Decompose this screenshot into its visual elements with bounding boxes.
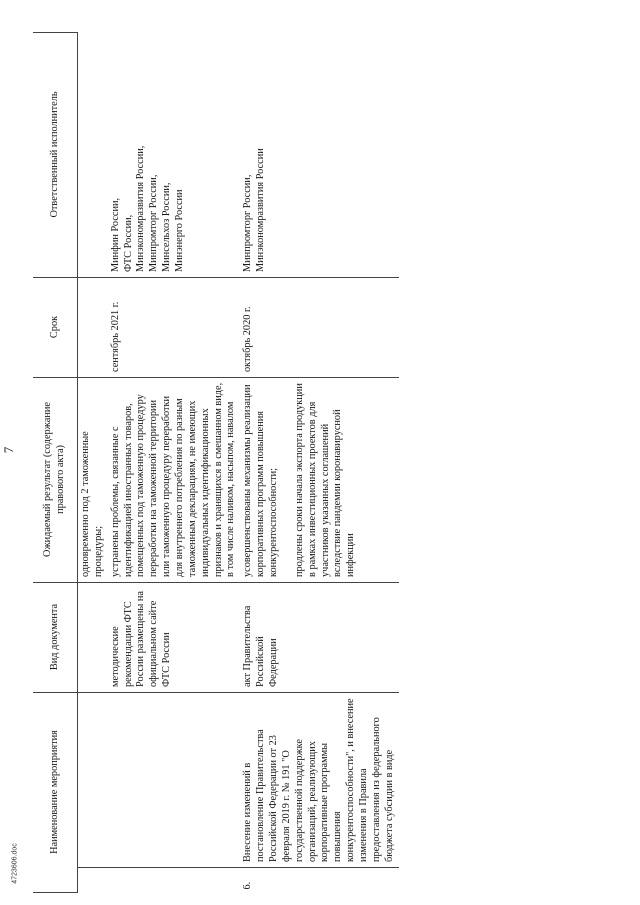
responsible-item: Минфин России, [109, 197, 121, 272]
header-term: Срок [33, 277, 78, 377]
cont2-doc-type: методические рекомендации ФТС России размещены на официальном сайте ФТС России [108, 582, 241, 692]
header-result: Ожидаемый результат (содержание правового акта) [33, 377, 78, 582]
cont2-responsible [108, 32, 241, 277]
row6-result-1: усовершенствованы механизмы реализации корпоративных программ повышения конкурентоспособности; [242, 384, 280, 577]
row6-number: 6. [242, 881, 254, 890]
measures-table [33, 32, 399, 893]
header-name: Наименование мероприятия [33, 692, 78, 892]
cont2-result: устранены проблемы, связанные с идентификацией иностранных товаров, помещенных под таможенную процедуру переработки на таможенной территории или таможенную процедуру переработки для внутреннего потребления по разным таможенным декларациям, не имеющих индивидуальных идентификационных признаков и хранящихся в смешанном виде, в том числе наливом, насыпом, навалом [108, 377, 241, 582]
row6-doc-type: акт Правительства Российской Федерации [240, 582, 398, 692]
cont2-term: сентябрь 2021 г. [108, 277, 241, 377]
row6-result [240, 377, 398, 582]
row6-term: октябрь 2020 г. [240, 277, 398, 377]
responsible-item: Минэнерго России [174, 189, 186, 272]
responsible-item: Минпромторг России, [148, 174, 160, 272]
responsible-item: Минсельхоз России, [161, 182, 173, 272]
row6-responsible [240, 32, 398, 277]
row6-result-2: продлены сроки начала экспорта продукции в рамках инвестиционных проектов для участников указанных соглашений вследствие пандемии коронавирусной инфекции [293, 383, 357, 577]
responsible-item: ФТС России, [122, 214, 134, 272]
cont-result: одновременно под 2 таможенные процедуры; [78, 377, 108, 582]
table-header-row [33, 32, 78, 892]
responsible-item: Минпромторг России, [242, 174, 254, 272]
responsible-item: Минэкономразвития России [255, 148, 267, 272]
header-doc-type: Вид документа [33, 582, 78, 692]
table-row [240, 32, 398, 892]
table-row [78, 32, 108, 892]
file-code-footer: 4723606.doc [11, 843, 19, 884]
responsible-item: Минэкономразвития России, [135, 145, 147, 272]
page-number: 7 [1, 446, 16, 454]
table-row [108, 32, 241, 892]
row6-name: Внесение изменений в постановление Правительства Российской Федерации от 23 февраля 2019 г. № 191 "О государственной поддержке организаций, реализующих корпоративные программы повышения конкурентоспособности", и внесение изменения в Правила предоставления из федерального бюджета субсидии в виде [240, 692, 398, 867]
rotated-table-container [33, 33, 603, 893]
header-responsible: Ответственный исполнитель [33, 32, 78, 277]
